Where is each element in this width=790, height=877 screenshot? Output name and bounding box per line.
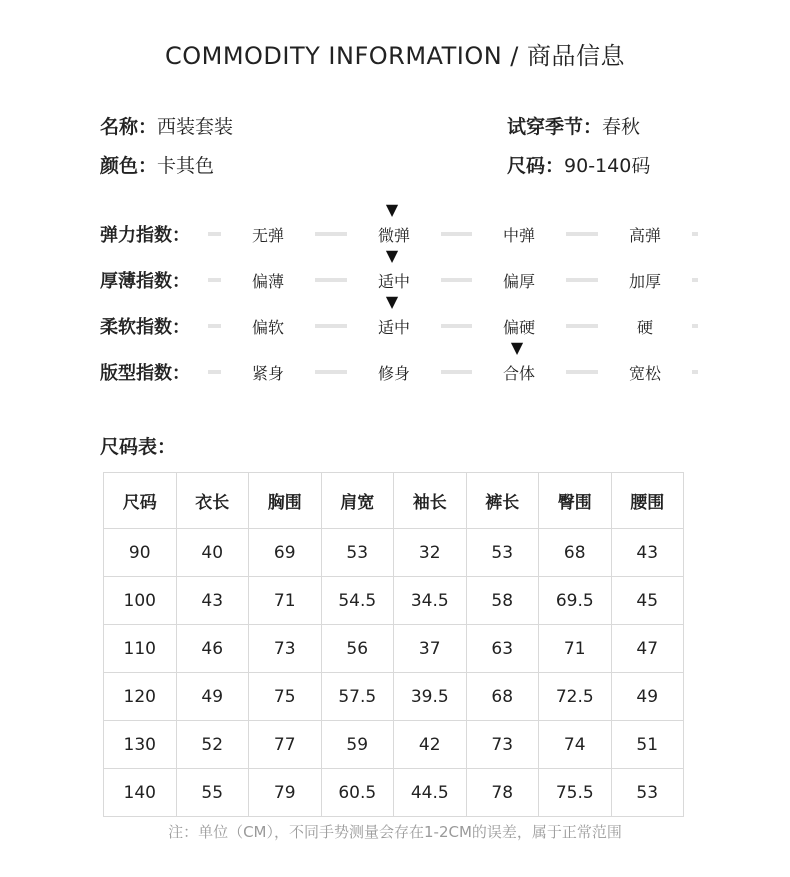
table-header-cell: 腰围 — [611, 473, 684, 529]
table-cell: 75 — [249, 673, 322, 721]
table-header-cell: 肩宽 — [321, 473, 394, 529]
scale-label: 版型指数： — [100, 363, 190, 384]
table-cell: 53 — [321, 529, 394, 577]
info-season-value: 春秋 — [602, 116, 641, 138]
table-cell: 43 — [611, 529, 684, 577]
table-cell: 37 — [394, 625, 467, 673]
info-name-value: 西装套装 — [157, 116, 234, 138]
table-cell: 68 — [539, 529, 612, 577]
table-cell: 49 — [176, 673, 249, 721]
table-row — [104, 529, 684, 577]
scale-label: 厚薄指数： — [100, 271, 190, 292]
info-season-key: 试穿季节： — [507, 116, 603, 138]
measurement-note: 注：单位（CM），不同手势测量会存在1-2CM的误差，属于正常范围 — [168, 823, 622, 841]
scale-option: 硬 — [598, 315, 692, 338]
table-cell: 60.5 — [321, 769, 394, 817]
size-table-title: 尺码表： — [100, 436, 177, 458]
table-row — [104, 769, 684, 817]
scale-label: 弹力指数： — [100, 225, 190, 246]
scale-option: 偏硬 — [472, 315, 566, 338]
info-color — [100, 151, 214, 178]
table-cell: 44.5 — [394, 769, 467, 817]
table-row — [104, 625, 684, 673]
table-header-cell: 袖长 — [394, 473, 467, 529]
table-cell: 57.5 — [321, 673, 394, 721]
scale-option: 高弹 — [598, 223, 692, 246]
table-cell: 47 — [611, 625, 684, 673]
table-cell: 59 — [321, 721, 394, 769]
info-season — [507, 112, 640, 139]
table-cell: 55 — [176, 769, 249, 817]
page-title: COMMODITY INFORMATION / 商品信息 — [164, 42, 626, 70]
table-cell: 140 — [104, 769, 177, 817]
table-cell: 120 — [104, 673, 177, 721]
table-cell: 45 — [611, 577, 684, 625]
table-cell: 73 — [249, 625, 322, 673]
table-header-cell: 尺码 — [104, 473, 177, 529]
scale-option: 适中 — [347, 315, 441, 338]
scale-label: 柔软指数： — [100, 317, 190, 338]
scale-option: 微弹 — [347, 223, 441, 246]
table-cell: 69 — [249, 529, 322, 577]
scale-option: 偏薄 — [221, 269, 315, 292]
table-row — [104, 577, 684, 625]
table-cell: 42 — [394, 721, 467, 769]
selected-marker-icon: ▼ — [510, 338, 524, 357]
table-cell: 90 — [104, 529, 177, 577]
info-name-key: 名称： — [100, 116, 158, 138]
table-cell: 51 — [611, 721, 684, 769]
table-cell: 72.5 — [539, 673, 612, 721]
scale-option: 中弹 — [472, 223, 566, 246]
table-cell: 100 — [104, 577, 177, 625]
table-header-cell: 胸围 — [249, 473, 322, 529]
table-cell: 78 — [466, 769, 539, 817]
table-cell: 74 — [539, 721, 612, 769]
table-cell: 71 — [539, 625, 612, 673]
size-table-header-row — [104, 473, 684, 529]
table-cell: 75.5 — [539, 769, 612, 817]
table-cell: 77 — [249, 721, 322, 769]
table-row — [104, 721, 684, 769]
table-cell: 63 — [466, 625, 539, 673]
table-cell: 130 — [104, 721, 177, 769]
table-cell: 58 — [466, 577, 539, 625]
table-cell: 34.5 — [394, 577, 467, 625]
info-size-key: 尺码： — [507, 155, 565, 177]
table-cell: 49 — [611, 673, 684, 721]
scale-option: 偏厚 — [472, 269, 566, 292]
info-size-value: 90-140码 — [564, 155, 651, 177]
info-size — [507, 151, 650, 178]
table-cell: 56 — [321, 625, 394, 673]
scale-option: 宽松 — [598, 361, 692, 384]
size-table-body — [104, 529, 684, 817]
info-color-value: 卡其色 — [157, 155, 215, 177]
table-cell: 54.5 — [321, 577, 394, 625]
table-cell: 73 — [466, 721, 539, 769]
selected-marker-icon: ▼ — [385, 200, 399, 219]
selected-marker-icon: ▼ — [385, 292, 399, 311]
table-cell: 69.5 — [539, 577, 612, 625]
table-cell: 43 — [176, 577, 249, 625]
scale-option: 适中 — [347, 269, 441, 292]
scale-option: 加厚 — [598, 269, 692, 292]
size-table — [103, 472, 684, 817]
table-cell: 68 — [466, 673, 539, 721]
table-cell: 40 — [176, 529, 249, 577]
table-header-cell: 臀围 — [539, 473, 612, 529]
table-cell: 32 — [394, 529, 467, 577]
table-cell: 39.5 — [394, 673, 467, 721]
table-header-cell: 衣长 — [176, 473, 249, 529]
scale-option: 合体 — [472, 361, 566, 384]
table-cell: 79 — [249, 769, 322, 817]
scale-option: 修身 — [347, 361, 441, 384]
table-cell: 53 — [611, 769, 684, 817]
scale-option: 偏软 — [221, 315, 315, 338]
table-cell: 71 — [249, 577, 322, 625]
scale-option: 无弹 — [221, 223, 315, 246]
selected-marker-icon: ▼ — [385, 246, 399, 265]
info-name — [100, 112, 233, 139]
table-cell: 53 — [466, 529, 539, 577]
table-header-cell: 裤长 — [466, 473, 539, 529]
info-color-key: 颜色： — [100, 155, 158, 177]
table-cell: 110 — [104, 625, 177, 673]
scale-option: 紧身 — [221, 361, 315, 384]
table-row — [104, 673, 684, 721]
table-cell: 46 — [176, 625, 249, 673]
table-cell: 52 — [176, 721, 249, 769]
